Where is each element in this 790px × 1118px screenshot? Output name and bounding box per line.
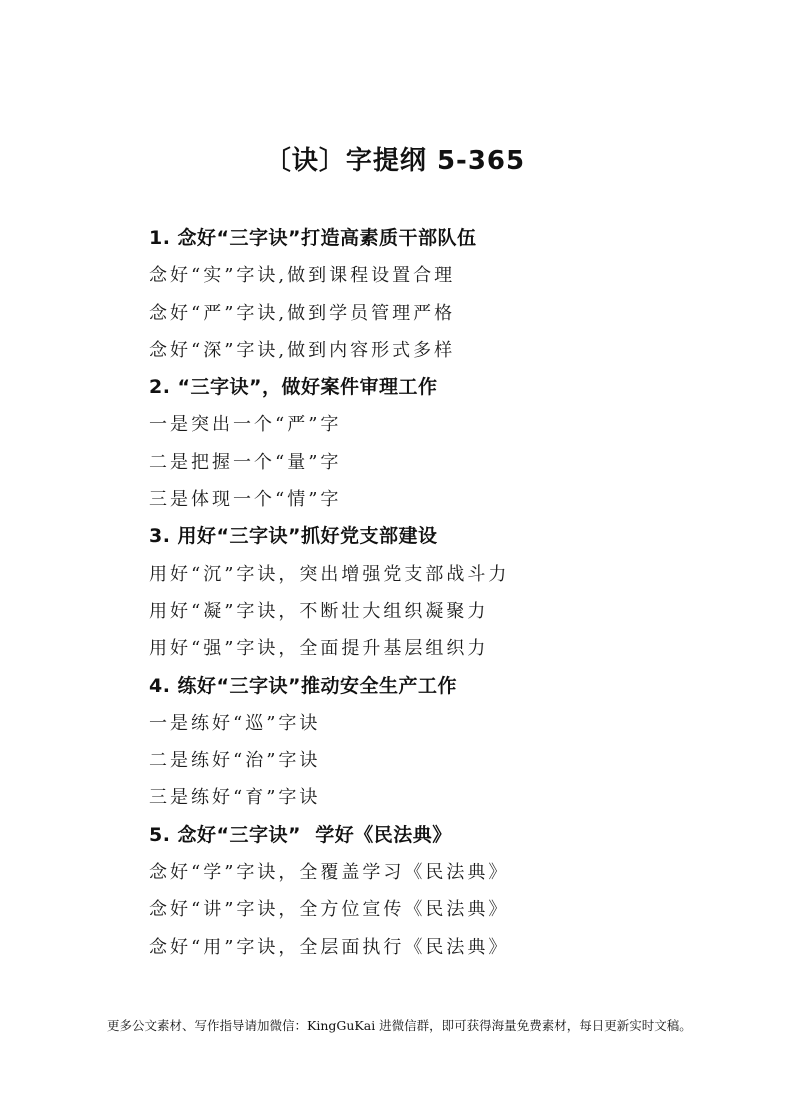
section-item: 念好“深”字诀,做到内容形式多样 bbox=[149, 339, 456, 361]
section-item: 一是突出一个“严”字 bbox=[149, 414, 342, 436]
section-4 bbox=[149, 668, 749, 817]
section-item: 念好“讲”字诀，全方位宣传《民法典》 bbox=[149, 899, 510, 921]
document-title: 〔诀〕字提纲 5-365 bbox=[264, 146, 526, 176]
section-item: 三是体现一个“情”字 bbox=[149, 489, 342, 511]
section-item: 用好“沉”字诀，突出增强党支部战斗力 bbox=[149, 563, 510, 585]
section-item: 用好“强”字诀，全面提升基层组织力 bbox=[149, 638, 489, 660]
section-heading: 4. 练好“三字诀”推动安全生产工作 bbox=[149, 674, 458, 697]
section-item: 三是练好“育”字诀 bbox=[149, 787, 321, 809]
section-heading: 3. 用好“三字诀”抓好党支部建设 bbox=[149, 525, 438, 548]
footer-note: 更多公文素材、写作指导请加微信：KingGuKai 进微信群，即可获得海量免费素材，每日更新实时文稿。 bbox=[107, 1018, 692, 1033]
section-item: 一是练好“巡”字诀 bbox=[149, 712, 321, 734]
section-5 bbox=[149, 817, 749, 966]
section-item: 念好“学”字诀，全覆盖学习《民法典》 bbox=[149, 862, 510, 884]
section-item: 念好“用”字诀，全层面执行《民法典》 bbox=[149, 936, 510, 958]
section-heading: 2. “三字诀”，做好案件审理工作 bbox=[149, 376, 438, 399]
section-1 bbox=[149, 220, 749, 369]
section-3 bbox=[149, 518, 749, 667]
section-heading: 1. 念好“三字诀”打造高素质干部队伍 bbox=[149, 227, 477, 249]
section-item: 二是练好“治”字诀 bbox=[149, 750, 321, 772]
section-item: 用好“凝”字诀，不断壮大组织凝聚力 bbox=[149, 600, 489, 622]
section-item: 念好“严”字诀,做到学员管理严格 bbox=[149, 302, 456, 324]
section-2 bbox=[149, 369, 749, 518]
section-item: 二是把握一个“量”字 bbox=[149, 451, 342, 473]
outline-content bbox=[149, 220, 749, 966]
section-item: 念好“实”字诀,做到课程设置合理 bbox=[149, 265, 456, 287]
section-heading: 5. 念好“三字诀” 学好《民法典》 bbox=[149, 823, 452, 846]
